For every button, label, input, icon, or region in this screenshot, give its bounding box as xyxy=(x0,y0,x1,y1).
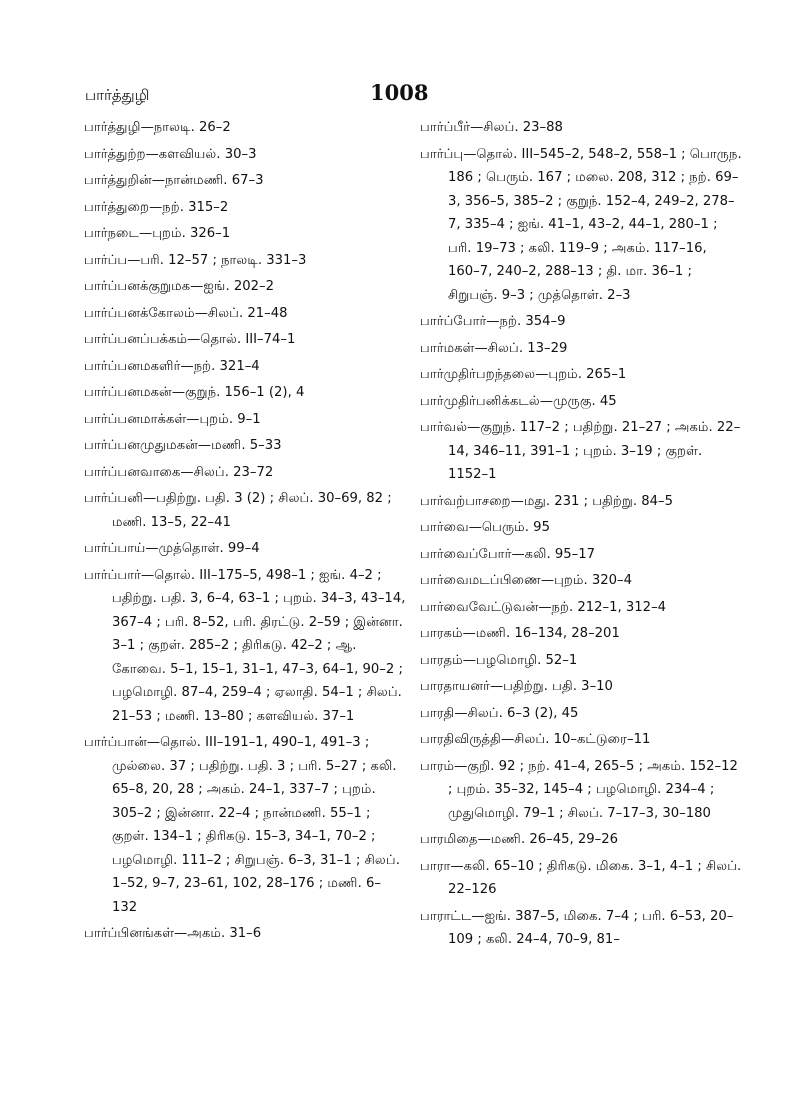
page-number: 1008 xyxy=(370,80,429,105)
index-entry: பார்வைமடப்பிணை—புறம். 320–4 xyxy=(420,573,633,588)
index-entry: பார்த்துறின்—நான்மணி. 67–3 xyxy=(84,173,264,188)
index-entry: பார்வைவேட்டுவன்—நற். 212–1, 312–4 xyxy=(420,599,667,615)
index-entry: பார்ப்பு—தொல். III–545–2, 548–2, 558–1 ; பொருந. 186 ; பெரும். 167 ; மலை. 208, 312 ; நற். 69–3, 356–5, 385–2 ; குறுந். 152–4, 249–2, 278–7, 335–4 ; ஐங். 41–1, 43–2, 44–1, 280–1 ; பரி. 19–73 ; கலி. 119–9 ; அகம். 117–16, 160–7, 240–2, 288–13 ; தி. மா. 36–1 ; சிறுபஞ். 9–3 ; முத்தொள். 2–3 xyxy=(420,146,742,303)
index-entry: பார்ப்பனமுதுமகன்—மணி. 5–33 xyxy=(84,438,282,453)
index-entry: பாரதாயனர்—பதிற்று. பதி. 3–10 xyxy=(420,679,613,694)
index-entry: பார்முதிர்பறந்தலை—புறம். 265–1 xyxy=(420,367,627,382)
index-entry: பார்ப்பனமகளிர்—நற். 321–4 xyxy=(84,358,260,374)
index-entry: பார்த்துற்ற—களவியல். 30–3 xyxy=(84,146,257,162)
index-entry: பார்வை—பெரும். 95 xyxy=(420,520,550,535)
index-entry: பார்ப்பனக்குறுமக—ஐங். 202–2 xyxy=(84,279,275,294)
running-head: பார்த்துழி xyxy=(85,86,150,104)
index-entry: பார்வல்—குறுந். 117–2 ; பதிற்று. 21–27 ; அகம். 22–14, 346–11, 391–1 ; புறம். 3–19 ; குறள். 1152–1 xyxy=(420,420,741,482)
index-entry: பாரதம்—பழமொழி. 52–1 xyxy=(420,652,578,668)
index-entry: பார்ப்பனமகன்—குறுந். 156–1 (2), 4 xyxy=(84,385,305,400)
index-entry: பார்நடை—புறம். 326–1 xyxy=(84,226,231,241)
index-entry: பாரமிதை—மணி. 26–45, 29–26 xyxy=(420,832,619,847)
index-entry: பார்மகள்—சிலப். 13–29 xyxy=(420,340,568,356)
index-entry: பார்ப்பனி—பதிற்று. பதி. 3 (2) ; சிலப். 30–69, 82 ; மணி. 13–5, 22–41 xyxy=(84,491,392,530)
index-entry: பார்ப்பனவாகை—சிலப். 23–72 xyxy=(84,464,274,480)
index-entry: பாரதிவிருத்தி—சிலப். 10–கட்டுரை–11 xyxy=(420,732,651,747)
index-entry: பார்ப்போர்—நற். 354–9 xyxy=(420,314,566,329)
index-entry: பாரகம்—மணி. 16–134, 28–201 xyxy=(420,626,620,641)
index-entry: பார்ப்பனக்கோலம்—சிலப். 21–48 xyxy=(84,305,288,321)
index-entry: பார்ப்பனப்பக்கம்—தொல். III–74–1 xyxy=(84,332,296,347)
index-entry: பார்ப்பாய்—முத்தொள். 99–4 xyxy=(84,541,260,556)
index-entry: பார்வைப்போர்—கலி. 95–17 xyxy=(420,546,596,562)
index-entry: பார்ப்பீர்—சிலப். 23–88 xyxy=(420,120,563,135)
index-entry: பார்ப்பான்—தொல். III–191–1, 490–1, 491–3 ; முல்லை. 37 ; பதிற்று. பதி. 3 ; பரி. 5–27 ; கலி. 65–8, 20, 28 ; அகம். 24–1, 337–7 ; புறம். 305–2 ; இன்னா. 22–4 ; நான்மணி. 55–1 ; குறள். 134–1 ; திரிகடு. 15–3, 34–1, 70–2 ; பழமொழி. 111–2 ; சிறுபஞ். 6–3, 31–1 ; சிலப். 1–52, 9–7, 23–61, 102, 28–176 ; மணி. 6–132 xyxy=(84,735,400,915)
index-entry: பாரா—கலி. 65–10 ; திரிகடு. மிகை. 3–1, 4–1 ; சிலப். 22–126 xyxy=(420,858,742,897)
right-column xyxy=(420,116,742,955)
index-entry: பாரம்—குறி. 92 ; நற். 41–4, 265–5 ; அகம். 152–12 ; புறம். 35–32, 145–4 ; பழமொழி. 234–4 ; முதுமொழி. 79–1 ; சிலப். 7–17–3, 30–180 xyxy=(420,758,738,821)
index-entry: பார்வற்பாசறை—மது. 231 ; பதிற்று. 84–5 xyxy=(420,493,674,509)
index-entry: பார்ப்பனமாக்கள்—புறம். 9–1 xyxy=(84,411,261,427)
index-entry: பார்த்துழி—நாலடி. 26–2 xyxy=(84,120,231,135)
index-entry: பார்முதிர்பனிக்கடல்—முருகு. 45 xyxy=(420,393,617,409)
left-column xyxy=(84,116,406,949)
index-entry: பாராட்ட—ஐங். 387–5, மிகை. 7–4 ; பரி. 6–53, 20–109 ; கலி. 24–4, 70–9, 81– xyxy=(420,908,734,947)
index-entry: பார்ப்பினங்கள்—அகம். 31–6 xyxy=(84,926,262,941)
index-entry: பார்ப்ப—பரி. 12–57 ; நாலடி. 331–3 xyxy=(84,252,307,268)
index-entry: பார்ப்பார்—தொல். III–175–5, 498–1 ; ஐங். 4–2 ; பதிற்று. பதி. 3, 6–4, 63–1 ; புறம். 34–3, 43–14, 367–4 ; பரி. 8–52, பரி. திரட்டு. 2–59 ; இன்னா. 3–1 ; குறள். 285–2 ; திரிகடு. 42–2 ; ஆ. கோவை. 5–1, 15–1, 31–1, 47–3, 64–1, 90–2 ; பழமொழி. 87–4, 259–4 ; ஏலாதி. 54–1 ; சிலப். 21–53 ; மணி. 13–80 ; களவியல். 37–1 xyxy=(84,567,406,724)
index-entry: பாரதி—சிலப். 6–3 (2), 45 xyxy=(420,705,579,721)
index-entry: பார்த்துறை—நற். 315–2 xyxy=(84,199,229,215)
